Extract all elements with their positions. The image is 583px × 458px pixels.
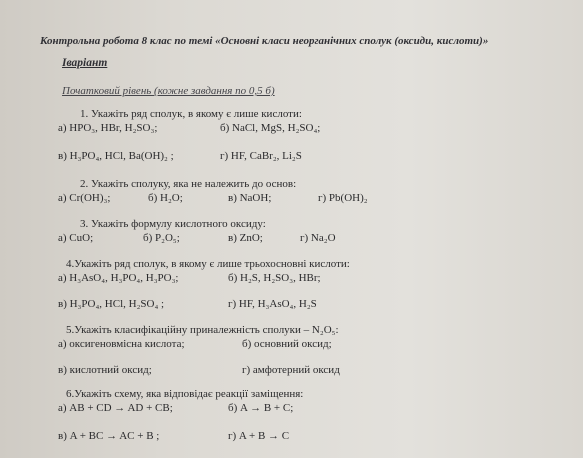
q3-option-d: г) Na₂O (300, 232, 336, 244)
q1-option-d: г) HF, CaBr₂, Li₂S (220, 150, 302, 162)
q4-option-a: а) H₃AsO₄, H₃PO₄, H₃PO₃; (58, 272, 179, 284)
question-3: 3. Укажіть формулу кислотного оксиду: (80, 218, 266, 230)
q4-option-d: г) HF, H₃AsO₄, H₂S (228, 298, 317, 310)
q1-option-c: в) H₃PO₄, HCl, Ba(OH)₂ ; (58, 150, 174, 162)
q5-option-d: г) амфотерний оксид (242, 364, 340, 376)
q2-option-d: г) Pb(OH)₂ (318, 192, 368, 204)
q6-option-b: б) A → B + C; (228, 402, 294, 414)
q2-option-b: б) H₂O; (148, 192, 183, 204)
question-5: 5.Укажіть класифікаційну приналежність сполуки – N₂O₅: (66, 324, 339, 336)
question-6: 6.Укажіть схему, яка відповідає реакції заміщення: (66, 388, 304, 400)
page-title: Контрольна робота 8 клас по темі «Основні класи неорганічних сполук (оксиди, кислоти)» (40, 35, 489, 47)
q1-option-a: а) HPO₃, HBr, H₂SO₃; (58, 122, 158, 134)
question-1: 1. Укажіть ряд сполук, в якому є лише кислоти: (80, 108, 302, 120)
q6-option-a: а) AB + CD → AD + CB; (58, 402, 173, 414)
q6-option-c: в) A + BC → AC + B ; (58, 430, 160, 442)
question-4: 4.Укажіть ряд сполук, в якому є лише трьохосновні кислоти: (66, 258, 350, 270)
question-2: 2. Укажіть сполуку, яка не належить до основ: (80, 178, 297, 190)
q1-option-b: б) NaCl, MgS, H₂SO₄; (220, 122, 321, 134)
q2-option-c: в) NaOH; (228, 192, 272, 204)
variant-label: Іваріант (62, 57, 108, 69)
q6-option-d: г) A + B → C (228, 430, 290, 442)
q3-option-c: в) ZnO; (228, 232, 263, 244)
q5-option-c: в) кислотний оксид; (58, 364, 152, 376)
q3-option-a: а) CuO; (58, 232, 94, 244)
q2-option-a: а) Cr(OH)₃; (58, 192, 111, 204)
q5-option-b: б) основний оксид; (242, 338, 332, 350)
q3-option-b: б) P₂O₅; (143, 232, 180, 244)
q5-option-a: а) оксигеновмісна кислота; (58, 338, 185, 350)
q4-option-b: б) H₂S, H₂SO₃, HBr; (228, 272, 321, 284)
q4-option-c: в) H₃PO₄, HCl, H₂SO₄ ; (58, 298, 165, 310)
level-label: Початковий рівень (кожне завдання по 0,5 б) (62, 85, 275, 97)
